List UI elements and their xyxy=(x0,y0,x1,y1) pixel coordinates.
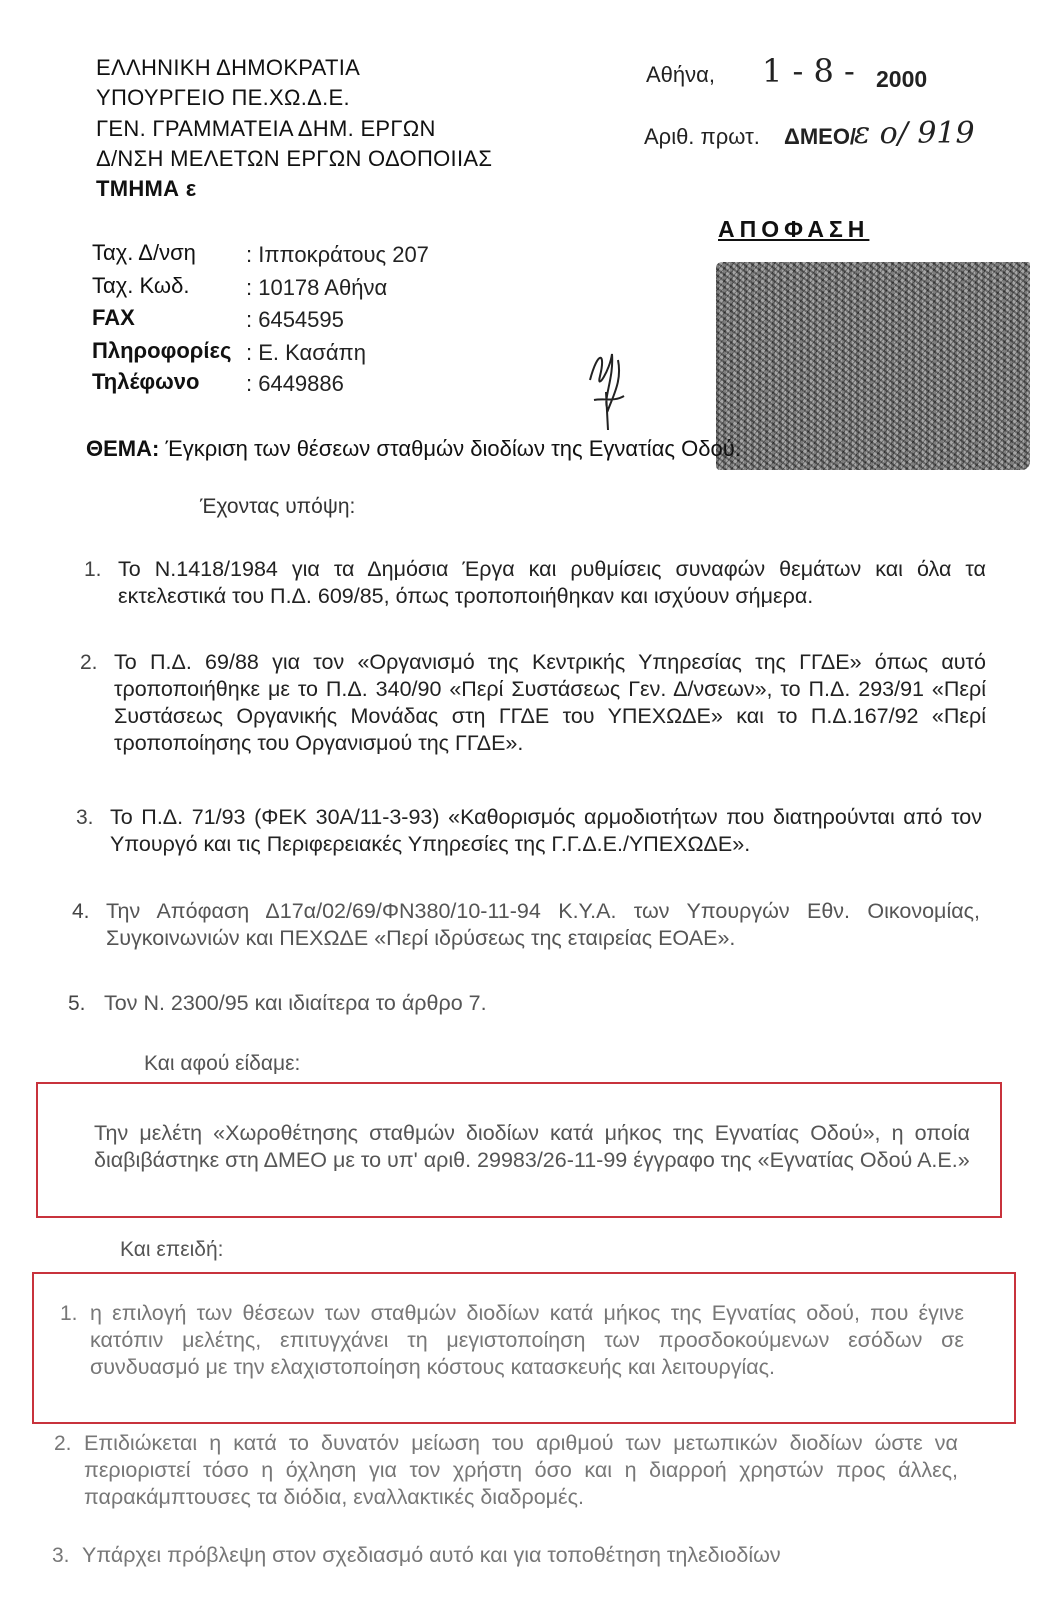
protocol-value: ΔΜΕΟ/ xyxy=(784,124,857,149)
subject-label: ΘΕΜΑ: xyxy=(86,436,160,461)
seen-label: Και αφού είδαμε: xyxy=(144,1052,301,1075)
list-number: 2. xyxy=(80,651,98,674)
contact-label: Τηλέφωνο xyxy=(92,369,200,394)
list-number: 1. xyxy=(84,558,102,581)
decision-title: ΑΠΟΦΑΣΗ xyxy=(718,216,870,242)
subject-text: Έγκριση των θέσεων σταθμών διοδίων της Εγνατίας Οδού. xyxy=(165,436,741,461)
letterhead-line: ΥΠΟΥΡΓΕΙΟ ΠΕ.ΧΩ.Δ.Ε. xyxy=(96,85,350,110)
contact-value: : Ε. Κασάπη xyxy=(246,340,366,365)
letterhead-line: ΓΕΝ. ΓΡΑΜΜΑΤΕΙΑ ΔΗΜ. ΕΡΓΩΝ xyxy=(96,116,436,141)
date-place: Αθήνα, xyxy=(646,62,715,87)
list-number: 2. xyxy=(54,1432,72,1455)
considering-label: Έχοντας υπόψη: xyxy=(200,495,356,518)
list-item: Την Απόφαση Δ17α/02/69/ΦΝ380/10-11-94 Κ.Υ.Α. των Υπουργών Εθν. Οικονομίας, Συγκοινωνιών και ΠΕΧΩΔΕ «Περί ιδρύσεως της εταιρείας ΕΟΑΕ». xyxy=(106,899,980,950)
protocol-label: Αριθ. πρωτ. xyxy=(644,124,760,149)
list-item: Το Π.Δ. 69/88 για τον «Οργανισμό της Κεντρικής Υπηρεσίας της ΓΓΔΕ» όπως αυτό τροποποιήθηκε με το Π.Δ. 340/90 «Περί Συστάσεως Γεν. Δ/νσεων», το Π.Δ. 293/91 «Περί Συστάσεως Οργανικής Μονάδας στη ΓΓΔΕ του ΥΠΕΧΩΔΕ» και το Π.Δ.167/92 «Περί τροποποίησης του Οργανισμού της ΓΓΔΕ». xyxy=(114,650,986,755)
list-item: Το Π.Δ. 71/93 (ΦΕΚ 30Α/11-3-93) «Καθορισμός αρμοδιοτήτων που διατηρούνται από τον Υπουργό και τις Περιφερειακές Υπηρεσίες της Γ.Γ.Δ.Ε./ΥΠΕΧΩΔΕ». xyxy=(110,805,982,856)
reason-item: Επιδιώκεται η κατά το δυνατόν μείωση του αριθμού των μετωπικών διοδίων ώστε να περιοριστεί τόσο η όχληση για τον χρήστη όσο και η διαρροή χρηστών προς άλλες, παρακάμπτουσες τα διόδια, εναλλακτικές διαδρομές. xyxy=(84,1431,958,1509)
smudged-stamp xyxy=(716,262,1030,470)
list-number: 4. xyxy=(72,900,90,923)
subject-line xyxy=(86,436,741,462)
contact-value: : 6449886 xyxy=(246,371,344,396)
reason-item: Υπάρχει πρόβλεψη στον σχεδιασμό αυτό και για τοποθέτηση τηλεδιοδίων xyxy=(82,1543,781,1567)
signature-scribble-icon xyxy=(584,340,628,432)
date-handwritten: 1 - 8 - xyxy=(762,52,855,90)
letterhead-line: ΤΜΗΜΑ ε xyxy=(96,176,197,201)
contact-value: : Ιπποκράτους 207 xyxy=(246,242,429,267)
list-item: Το Ν.1418/1984 για τα Δημόσια Έργα και ρυθμίσεις συναφών θεμάτων και όλα τα εκτελεστικά του Π.Δ. 609/85, όπως τροποποιήθηκαν και ισχύουν σήμερα. xyxy=(118,557,986,608)
list-number: 5. xyxy=(68,992,86,1015)
because-label: Και επειδή: xyxy=(120,1238,224,1261)
list-number: 3. xyxy=(76,806,94,829)
contact-value: : 10178 Αθήνα xyxy=(246,275,388,300)
contact-label: Ταχ. Δ/νση xyxy=(92,240,196,265)
date-year: 2000 xyxy=(876,66,928,92)
protocol-handwritten: ε ο/ 919 xyxy=(854,116,975,151)
list-number: 1. xyxy=(60,1302,78,1325)
contact-label: Πληροφορίες xyxy=(92,338,232,363)
contact-value: : 6454595 xyxy=(246,307,344,332)
list-number: 3. xyxy=(52,1544,70,1567)
contact-label: FAX xyxy=(92,305,135,330)
reason-item: η επιλογή των θέσεων των σταθμών διοδίων κατά μήκος της Εγνατίας οδού, που έγινε κατόπιν μελέτης, επιτυγχάνει τη μεγιστοποίηση των προσδοκούμενων εσόδων σε συνδυασμό με την ελαχιστοποίηση κόστους κατασκευής και λειτουργίας. xyxy=(90,1301,964,1379)
study-paragraph: Την μελέτη «Χωροθέτησης σταθμών διοδίων κατά μήκος της Εγνατίας Οδού», η οποία διαβιβάστηκε στη ΔΜΕΟ με το υπ' αριθ. 29983/26-11-99 έγγραφο της «Εγνατίας Οδού Α.Ε.» xyxy=(94,1121,970,1172)
letterhead-line: ΕΛΛΗΝΙΚΗ ΔΗΜΟΚΡΑΤΙΑ xyxy=(96,55,361,80)
letterhead-line: Δ/ΝΣΗ ΜΕΛΕΤΩΝ ΕΡΓΩΝ ΟΔΟΠΟΙΙΑΣ xyxy=(96,146,493,171)
contact-label: Ταχ. Κωδ. xyxy=(92,273,190,298)
list-item: Τον Ν. 2300/95 και ιδιαίτερα το άρθρο 7. xyxy=(104,991,487,1015)
